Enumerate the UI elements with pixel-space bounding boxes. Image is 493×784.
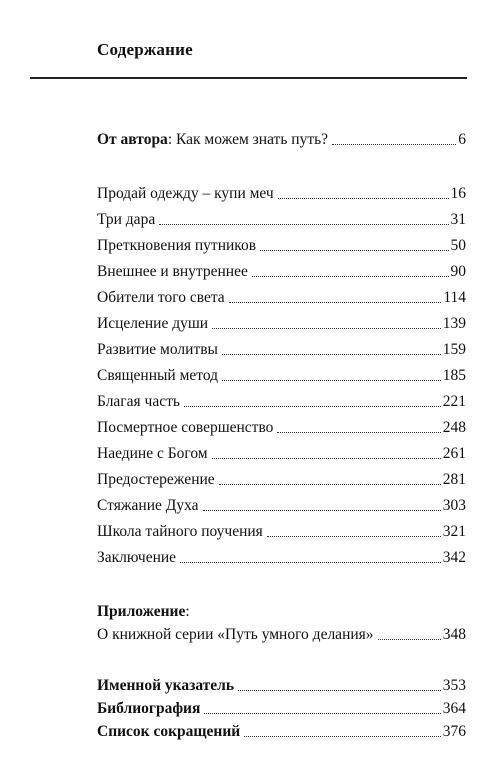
toc-entry-chapter[interactable] [97, 497, 466, 519]
toc-entry-chapter[interactable] [97, 367, 466, 389]
toc-entry-title: Исцеление души [97, 315, 209, 332]
toc-page-number: 50 [450, 237, 466, 254]
toc-page-number: 353 [442, 677, 466, 694]
dot-leader [212, 327, 441, 329]
toc-entry-title: Благая часть [97, 393, 180, 410]
dot-leader [229, 301, 442, 303]
toc-entry-title: Преткновения путников [97, 237, 257, 254]
toc-page-number: 221 [442, 393, 466, 410]
toc-entry-back-matter[interactable] [97, 677, 466, 699]
toc-entry-chapter[interactable] [97, 445, 466, 467]
dot-leader [204, 712, 440, 714]
toc-entry-chapter[interactable] [97, 523, 466, 545]
dot-leader [219, 483, 441, 485]
toc-page-number: 342 [442, 549, 466, 566]
toc-entry-back-matter[interactable] [97, 723, 466, 745]
dot-leader [184, 405, 441, 407]
toc-page-number: 261 [442, 445, 466, 462]
toc-page-number: 185 [442, 367, 466, 384]
toc-page-number: 139 [442, 315, 466, 332]
toc-page-number: 248 [442, 419, 466, 436]
toc-entry-title: Посмертное совершенство [97, 419, 274, 436]
toc-page-number: 348 [442, 626, 466, 643]
appendix-colon: : [185, 603, 190, 620]
toc-entry-chapter[interactable] [97, 263, 466, 285]
dot-leader [260, 249, 448, 251]
dot-leader [222, 379, 441, 381]
heading-divider [30, 77, 467, 79]
toc-entry-appendix[interactable] [97, 626, 466, 648]
toc-entry-title [97, 131, 328, 149]
toc-entry-title: Наедине с Богом [97, 445, 208, 462]
toc-page-number: 364 [442, 700, 466, 717]
toc-page-number: 159 [442, 341, 466, 358]
toc-entry-title: Стяжание Духа [97, 497, 199, 514]
author-label: От автора [97, 131, 168, 148]
toc-entry-chapter[interactable] [97, 211, 466, 233]
dot-leader [159, 223, 448, 225]
toc-entry-back-matter[interactable] [97, 700, 466, 722]
toc-entry-title: Три дара [97, 211, 156, 228]
toc-entry-title: Продай одежду – купи меч [97, 185, 274, 202]
toc-entry-title: О книжной серии «Путь умного делания» [97, 626, 374, 643]
dot-leader [238, 689, 441, 691]
dot-leader [252, 275, 449, 277]
toc-entry-title: Библиография [97, 700, 201, 717]
page-title: Содержание [97, 40, 193, 59]
toc-entry-title: Школа тайного поучения [97, 523, 263, 540]
toc-page-number: 281 [442, 471, 466, 488]
dot-leader [277, 431, 440, 433]
toc-entry-title: Внешнее и внутреннее [97, 263, 248, 280]
toc-entry-title: Обители того света [97, 289, 225, 306]
toc-page-number: 90 [450, 263, 466, 280]
toc-entry-chapter[interactable] [97, 341, 466, 363]
toc-page-number: 321 [442, 523, 466, 540]
toc-entry-chapter[interactable] [97, 419, 466, 441]
toc-entry-title: Священный метод [97, 367, 219, 384]
toc-page-number: 114 [443, 289, 466, 306]
dot-leader [378, 638, 441, 640]
toc-entry-title: Список сокращений [97, 723, 241, 740]
toc-page-number: 31 [450, 211, 466, 228]
dot-leader [278, 197, 449, 199]
toc-entry-chapter[interactable] [97, 393, 466, 415]
toc-page-number: 303 [442, 497, 466, 514]
toc-entry-title: Заключение [97, 549, 177, 566]
appendix-heading [97, 603, 190, 621]
dot-leader [267, 535, 441, 537]
toc-entry-chapter[interactable] [97, 237, 466, 259]
toc-entry-title: Развитие молитвы [97, 341, 218, 358]
author-title: : Как можем знать путь? [167, 131, 329, 148]
dot-leader [332, 143, 456, 145]
appendix-label: Приложение [97, 603, 186, 620]
toc-entry-chapter[interactable] [97, 289, 466, 311]
toc-entry-title: Именной указатель [97, 677, 235, 694]
toc-entry-chapter[interactable] [97, 471, 466, 493]
toc-entry-chapter[interactable] [97, 315, 466, 337]
dot-leader [180, 561, 441, 563]
dot-leader [203, 509, 441, 511]
dot-leader [244, 735, 441, 737]
dot-leader [212, 457, 441, 459]
toc-page-number: 6 [458, 131, 466, 148]
toc-page-number: 376 [442, 723, 466, 740]
toc-entry-author[interactable] [97, 131, 466, 153]
toc-entry-title: Предостережение [97, 471, 215, 488]
dot-leader [222, 353, 441, 355]
toc-entry-chapter[interactable] [97, 185, 466, 207]
toc-page-number: 16 [450, 185, 466, 202]
toc-entry-chapter[interactable] [97, 549, 466, 571]
